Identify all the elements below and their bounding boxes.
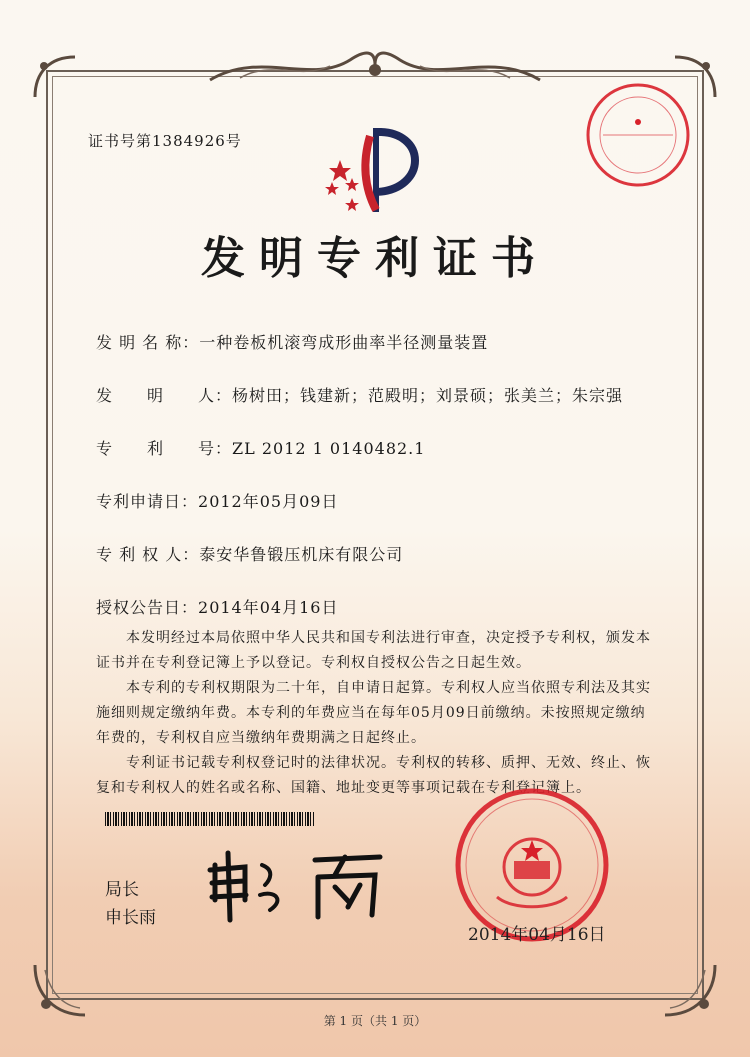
patent-number-row (96, 436, 425, 459)
invention-name-label: 发 明 名 称： (96, 333, 200, 352)
patentee-label: 专 利 权 人： (96, 545, 200, 564)
patentee-row (96, 542, 403, 565)
corner-ornament-bottom-left (30, 960, 90, 1020)
patentee-value: 泰安华鲁锻压机床有限公司 (199, 545, 404, 564)
body-paragraph-2: 本专利的专利权期限为二十年，自申请日起算。专利权人应当依照专利法及其实施细则规定缴纳年费。本专利的年费应当在每年05月09日前缴纳。未按照规定缴纳年费的，专利权自应当缴纳年费期满之日起终止。 (96, 680, 651, 746)
page-indicator: 第 1 页（共 1 页） (323, 1014, 427, 1028)
filing-date-row (96, 489, 338, 512)
filing-date-value: 2012年05月09日 (198, 492, 339, 511)
invention-name-row (96, 330, 488, 353)
corner-ornament-bottom-right (660, 960, 720, 1020)
patent-number-value: ZL 2012 1 0140482.1 (232, 439, 426, 458)
invention-name-value: 一种卷板机滚弯成形曲率半径测量装置 (199, 333, 489, 352)
top-ornament (200, 40, 550, 90)
announcement-date-label: 授权公告日： (96, 598, 199, 617)
patent-office-logo-icon (318, 120, 438, 220)
handwritten-signature (200, 845, 390, 925)
patent-number-label: 专 利 号： (96, 439, 233, 458)
grant-date: 2014年04月16日 (468, 925, 606, 945)
inventor-value: 杨树田；钱建新；范殿明；刘景硕；张美兰；朱宗强 (232, 386, 624, 405)
body-paragraph-1: 本发明经过本局依照中华人民共和国专利法进行审查，决定授予专利权，颁发本证书并在专利登记簿上予以登记。专利权自授权公告之日起生效。 (96, 630, 651, 671)
signatory-title: 局长 (105, 880, 139, 900)
announcement-date-row (96, 595, 338, 618)
barcode (105, 812, 315, 826)
certificate-title: 发明专利证书 (201, 233, 549, 284)
announcement-date-value: 2014年04月16日 (198, 598, 339, 617)
inventor-label: 发 明 人： (96, 386, 233, 405)
filing-date-label: 专利申请日： (96, 492, 199, 511)
certificate-number: 证书号第1384926号 (88, 132, 242, 150)
corner-ornament-top-left (30, 52, 80, 102)
body-paragraph-3: 专利证书记载专利权登记时的法律状况。专利权的转移、质押、无效、终止、恢复和专利权人的姓名或名称、国籍、地址变更等事项记载在专利登记簿上。 (96, 755, 651, 796)
inventor-row (96, 383, 623, 406)
certificate-body (96, 626, 656, 801)
tax-stamp-seal (583, 80, 693, 190)
signatory-name: 申长雨 (105, 908, 156, 928)
